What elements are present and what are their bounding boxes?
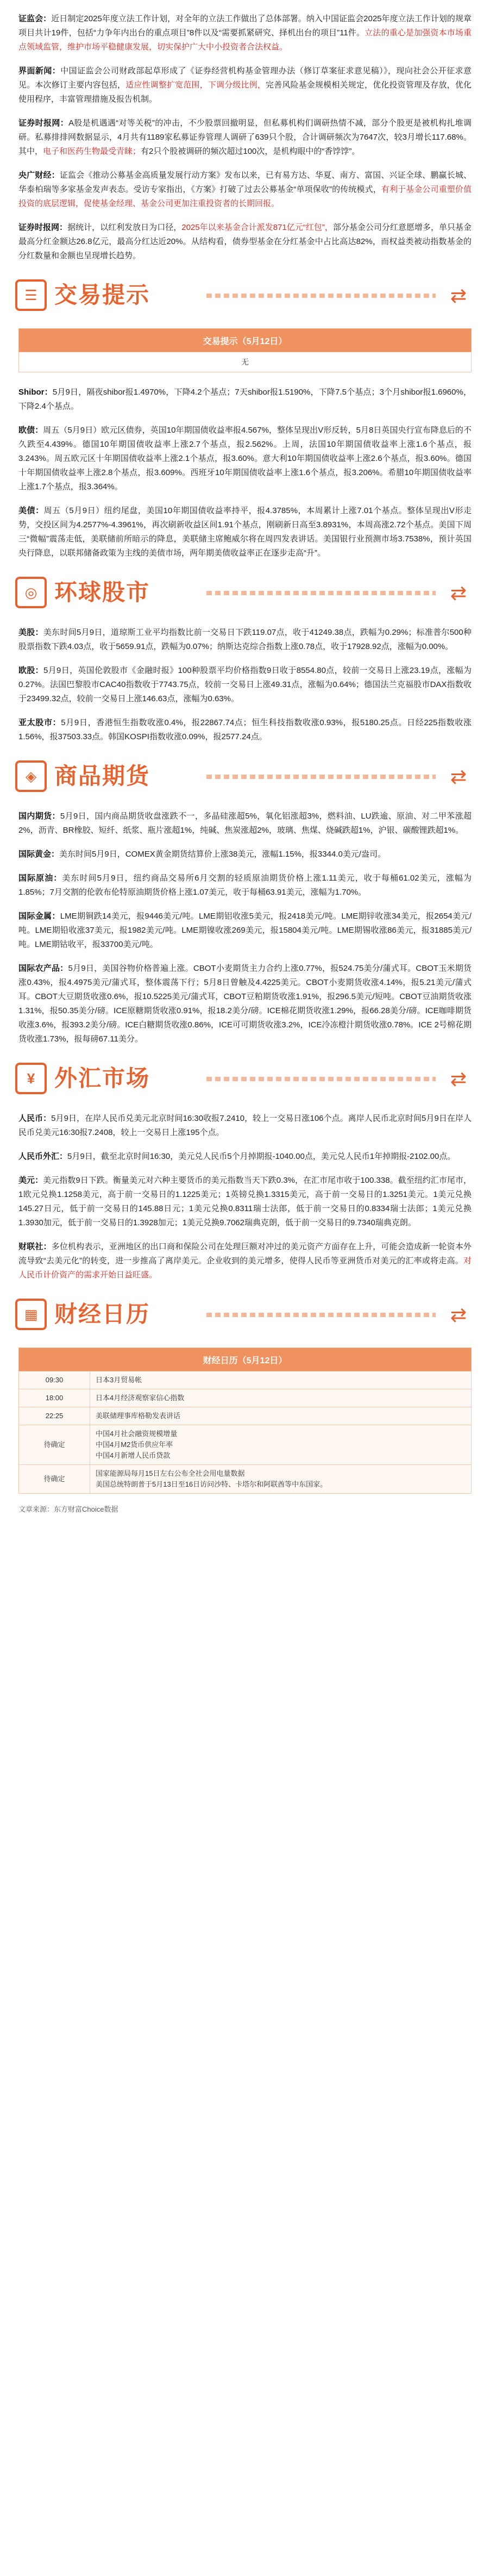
decorative-stripe (206, 1313, 436, 1317)
section-title: 环球股市 (54, 579, 150, 605)
market-source: 欧债： (18, 426, 43, 435)
news-highlight: 适应性调整扩宽范围，下调分级比例， (125, 80, 266, 90)
swap-arrows-icon: ⇄ (450, 1303, 467, 1326)
swap-arrows-icon: ⇄ (450, 765, 467, 788)
calendar-row (19, 1425, 472, 1465)
calendar-event: 日本4月经济观察家信心指数 (90, 1389, 472, 1407)
market-text: 美元指数9日下跌。衡量美元对六种主要货币的美元指数当天下跌0.3%，在汇市尾市收于100.338。截至纽约汇市尾市，1欧元兑换1.1258美元，高于前一交易日的1.1225美元；1英镑兑换1.3315美元，高于前一交易日的1.3251美元。1美元兑换145.27日元，低于前一交易日的145.88日元；1美元兑换0.8311瑞士法郎，低于前一交易日的0.8334瑞士法郎；1美元兑换1.3930加元，低于前一交易日的1.3928加元；1美元兑换9.7062瑞典克朗，低于前一交易日的9.7340瑞典克朗。 (18, 1176, 472, 1227)
market-item (18, 909, 472, 952)
calendar-event: 美联储理事库格勒发表讲话 (90, 1407, 472, 1425)
market-text: LME期铜跌14美元，报9446美元/吨。LME期铝收涨5美元，报2418美元/吨。LME期锌收涨34美元，报2654美元/吨。LME期铅收涨37美元，报1982美元/吨。LME期镍收涨269美元，报15804美元/吨。LME期锡收涨86美元，报31885美元/吨。LME期钴收平，报33700美元/吨。 (18, 912, 472, 949)
commodity-icon: ◈ (15, 760, 47, 792)
calendar-event: 日本3月贸易帐 (90, 1371, 472, 1389)
news-source: 央广财经： (18, 171, 60, 180)
market-source: 国内期货： (18, 812, 60, 821)
intro-news (18, 0, 472, 263)
market-highlight: 对人民币计价资产的需求开始日益旺盛。 (18, 1256, 472, 1280)
news-highlight: 有利于基金公司重塑价值投资的底层逻辑，促使基金经理、基金公司更加注重投资者的长期回报。 (18, 185, 472, 208)
market-item (18, 385, 472, 414)
market-text: 5月9日，英国伦敦股市《金融时报》100种股票平均价格指数9日收于8554.80点，较前一交易日上涨23.19点，涨幅为0.27%。法国巴黎股市CAC40指数收于7743.75点，较前一交易日上涨49.31点，涨幅为0.64%；德国法兰克福股市DAX指数收于23499.32点，较前一交易日上涨146.63点，涨幅为0.63%。 (18, 666, 472, 703)
market-text: 美东时间5月9日，道琼斯工业平均指数比前一交易日下跌119.07点，收于41249.38点，跌幅为0.29%；标准普尔500种股票指数下跌4.03点，收于5659.91点，跌幅为0.07%；纳斯达克综合指数上涨0.78点，收于17928.92点，涨幅为0.00%。 (18, 628, 472, 651)
news-text: 中国证监会公司财政部起草形成了《证券经营机构基金管理办法（修订草案征求意见稿）》，现向社会公开征求意见。本次修订主要内容包括， (18, 66, 472, 90)
market-source: 亚太股市： (18, 718, 61, 727)
news-source: 证券时报网： (18, 223, 68, 232)
calendar-row (19, 1465, 472, 1494)
market-item (18, 423, 472, 494)
news-highlight: 立法的重心是加强资本市场重点领域监管，维护市场平稳健康发展，切实保护广大中小投资者合法权益。 (18, 28, 472, 52)
calendar-table-header: 财经日历（5月12日） (19, 1348, 472, 1371)
market-item (18, 871, 472, 900)
section-header-global (0, 571, 490, 614)
news-item (18, 169, 472, 211)
market-source: 人民币外汇： (18, 1152, 68, 1161)
decorative-stripe (206, 591, 436, 595)
market-text: 5月9日，隔夜shibor报1.4970%，下降4.2个基点；7天shibor报1.5190%，下降7.5个基点；3个月shibor报1.6960%，下降2.4个基点。 (18, 388, 472, 411)
news-item (18, 116, 472, 159)
market-item (18, 1112, 472, 1140)
market-source: 国际原油： (18, 874, 62, 883)
news-highlight: 2025年以来基金合计派发871亿元“红包”， (181, 223, 333, 232)
market-item (18, 962, 472, 1046)
section-title: 交易提示 (54, 282, 150, 308)
globe-icon: ◎ (15, 577, 47, 608)
swap-arrows-icon: ⇄ (450, 1068, 467, 1090)
market-item (18, 1174, 472, 1230)
market-source: Shibor： (18, 388, 53, 397)
market-item (18, 716, 472, 744)
calendar-icon: ▦ (15, 1299, 47, 1330)
market-item (18, 1240, 472, 1282)
section-header-commodity (0, 755, 490, 797)
market-item (18, 504, 472, 560)
market-source: 美债： (18, 506, 44, 515)
calendar-row (19, 1389, 472, 1407)
news-text: 近日制定2025年度立法工作计划，对全年的立法工作做出了总体部署。纳入中国证监会2025年度立法工作计划的规章项目共计19件，包括“力争年内出台的重点项目”8件以及“需要抓紧研究、择机出台的项目”11件。 (18, 14, 472, 38)
swap-arrows-icon: ⇄ (450, 284, 467, 307)
section-header-calendar (0, 1293, 490, 1336)
market-source: 美股： (18, 628, 43, 637)
calendar-icon: ☰ (15, 279, 47, 311)
market-text: 5月9日，香港恒生指数收涨0.4%，报22867.74点；恒生科技指数收涨0.93%，报5180.25点。日经225指数收涨1.56%，报37503.33点。韩国KOSPI指数收涨0.09%，报2577.24点。 (18, 718, 472, 741)
market-text: 美东时间5月9日，COMEX黄金期货结算价上涨38美元，涨幅1.15%，报3344.0美元/盎司。 (59, 850, 386, 859)
market-text: 周五（5月9日）欧元区债券，英国10年期国债收益率报4.567%，整体呈现出V形反转，5月8日英国央行宣布降息后的不久跌至4.439%。德国10年期国债收益率上涨2.7个基点，报2.562%。上周，法国10年期国债收益率上涨1.6个基点，报3.243%。周五欧元区十年期国债收益率上涨2.1个基点，报3.60%。意大利10年期国债收益率上涨2.6个基点，报3.60%。德国十年期国债收益率上涨2.8个基点，报3.609%。西班牙10年期国债收益率上涨1.6个基点，报3.206%。希腊10年期国债收益率上涨1.7个基点，报3.364%。 (18, 426, 472, 491)
market-source: 国际农产品： (18, 964, 68, 973)
calendar-row (19, 1371, 472, 1389)
market-source: 国际金属： (18, 912, 60, 921)
section-title: 商品期货 (54, 763, 150, 789)
news-source: 证监会： (18, 14, 52, 23)
market-text: 周五（5月9日）纽约尾盘，美国10年期国债收益率持平，报4.3785%，本周累计上涨7.01个基点。整体呈现出V形走势，交投区间为4.2577%-4.3961%，再次刷新收益区间1.91个基点，刚刷新日高至3.8931%，本周高涨2.72个基点。美国下周三“微幅”震荡走低，美联储前所暗示的降息，美联储主席鲍威尔将在周四发表讲话。美国银行业预测市场3.7538%，预计英国央行降息，以联邦储备政策为主线的美债市场，两年期美债收益率正在逐步走高“升”。 (18, 506, 472, 558)
news-text: 证监会《推动公募基金高质量发展行动方案》发布以来，已有易方达、华夏、南方、富国、兴证全球、鹏赢长城、华泰柏瑞等多家基金发声表态。受访专家指出，《方案》打破了过去公募基金“单项保收”的传统模式， (18, 171, 472, 194)
market-source: 人民币： (18, 1114, 52, 1123)
news-item (18, 64, 472, 107)
swap-arrows-icon: ⇄ (450, 582, 467, 604)
calendar-time: 22:25 (19, 1407, 90, 1425)
section-title: 财经日历 (54, 1301, 150, 1327)
news-source: 证券时报网： (18, 118, 69, 128)
market-source: 财联社： (18, 1242, 52, 1251)
tips-table (18, 328, 472, 372)
calendar-time: 待确定 (19, 1425, 90, 1465)
news-tail: 完善风险基金规模相关规定，优化投资管理及存放，优化使用程序，丰富管理措施及报告机制。 (18, 80, 472, 104)
calendar-event: 中国4月社会融资规模增量 中国4月M2货币供应年率 中国4月新增人民币贷款 (90, 1425, 472, 1465)
section-header-forex (0, 1057, 490, 1100)
news-text: 据统计，以红利发放日为口径， (67, 223, 182, 232)
calendar-time: 18:00 (19, 1389, 90, 1407)
market-source: 国际黄金： (18, 850, 60, 859)
market-item (18, 809, 472, 838)
currency-icon: ¥ (15, 1063, 47, 1094)
calendar-time: 待确定 (19, 1465, 90, 1494)
tips-table-header: 交易提示（5月12日） (19, 329, 472, 352)
tips-table-value: 无 (19, 352, 472, 372)
decorative-stripe (206, 294, 436, 298)
news-item (18, 12, 472, 54)
section-title: 外汇市场 (54, 1065, 150, 1091)
news-tail: 有2只个股被调研的频次超过100次，是机构眼中的“香饽饽”。 (141, 147, 360, 156)
calendar-row (19, 1407, 472, 1425)
market-source: 美元： (18, 1176, 43, 1185)
calendar-time: 09:30 (19, 1371, 90, 1389)
market-text: 美东时间5月9日，纽约商品交易所6月交割的轻质原油期货价格上涨1.11美元，收于每桶61.02美元，涨幅为1.85%；7月交割的伦敦布伦特原油期货价格上涨1.07美元，收于每桶63.91美元，涨幅为1.70%。 (18, 874, 472, 897)
market-text: 5月9日，在岸人民币兑美元北京时间16:30收报7.2410，较上一交易日涨106个点。离岸人民币北京时间5月9日在岸人民币兑美元16:30报7.2408，较上一交易日上涨195个点。 (18, 1114, 472, 1137)
section-header-tips (0, 274, 490, 316)
market-item (18, 1150, 472, 1164)
news-text: A股是机遇遇“对等关税”的冲击，不少股票回撤明显，但私募机构们调研热情不减，部分个股更是被机构扎堆调研。私募排排网数据显示，4月共有1189家私募证券管理人调研了639只个股，合计调研频次为7647次，较3月增长117.68%。其中， (18, 118, 472, 156)
calendar-table (18, 1348, 472, 1494)
market-item (18, 626, 472, 654)
news-highlight: 电子和医药生物最受青睐； (43, 147, 141, 156)
market-text: 5月9日，截至北京时间16:30，美元兑人民币5个月掉期报-1040.00点，美元兑人民币1年掉期报-2102.00点。 (67, 1152, 456, 1161)
market-item (18, 664, 472, 706)
market-text: 5月9日，国内商品期货收盘涨跌不一，多晶硅涨超5%，氧化铝涨超3%，燃料油、LU跌逾、原油、对二甲苯涨超2%，沥青、BR橡胶、短纤、纸浆、瓶片涨超1%，纯碱、焦炭涨超2%，玻璃、焦煤、烧碱跌超1%，沪银、碳酸锂跌超1%。 (18, 812, 472, 835)
source-note: 文章来源：东方财富Choice数据 (18, 1505, 118, 1513)
market-item (18, 847, 472, 862)
market-source: 欧股： (18, 666, 44, 675)
decorative-stripe (206, 1077, 436, 1081)
decorative-stripe (206, 775, 436, 779)
news-item (18, 221, 472, 263)
calendar-event: 国家能源局每月15日左右公布全社会用电量数据 美国总统特朗普于5月13日至16日访问沙特、卡塔尔和阿联酋等中东国家。 (90, 1465, 472, 1494)
market-text: 多位机构表示，亚洲地区的出口商和保险公司在处理巨额对冲过的美元资产方面存在上升，可能会造成新一轮资本外流导致“去美元化”的转变，进一步推高了离岸美元。企业收到的美元增多，使得人民币等亚洲货币对美元的汇率或将走高。 (18, 1242, 472, 1265)
market-text: 5月9日，美国谷物价格普遍上涨。CBOT小麦期货主力合约上涨0.77%，报524.75美分/蒲式耳。CBOT玉米期货涨0.43%，报4.4975美元/蒲式耳，整体震荡下行；5月8日曾触及4.4225美元。CBOT小麦期货收涨4.14%，报5.21美元/蒲式耳。CBOT大豆期货收涨0.6%，报10.5225美元/蒲式耳，CBOT豆粕期货收涨1.91%，报296.5美元/短吨。CBOT豆油期货收涨1.31%，报50.35美分/磅。ICE原糖期货收涨0.91%，报18.2美分/磅。ICE棉花期货收涨1.29%，报66.28美分/磅。ICE咖啡期货收涨3.6%，报393.2美分/磅。ICE白糖期货收涨0.86%，ICE可可期货收涨3.2%，ICE冷冻橙汁期货收涨0.78%。ICE 2号棉花期货收涨1.73%，报每磅67.11美分。 (18, 964, 472, 1044)
news-tail: 部分基金公司分红意愿增多，单只基金最高分红金额达26.8亿元，最高分红达近20%。从结构看，债券型基金在分红基金中占比高达82%，而权益类被动指数基金的分红数量和金额也呈现增长趋势。 (18, 223, 472, 260)
news-source: 界面新闻： (18, 66, 61, 76)
